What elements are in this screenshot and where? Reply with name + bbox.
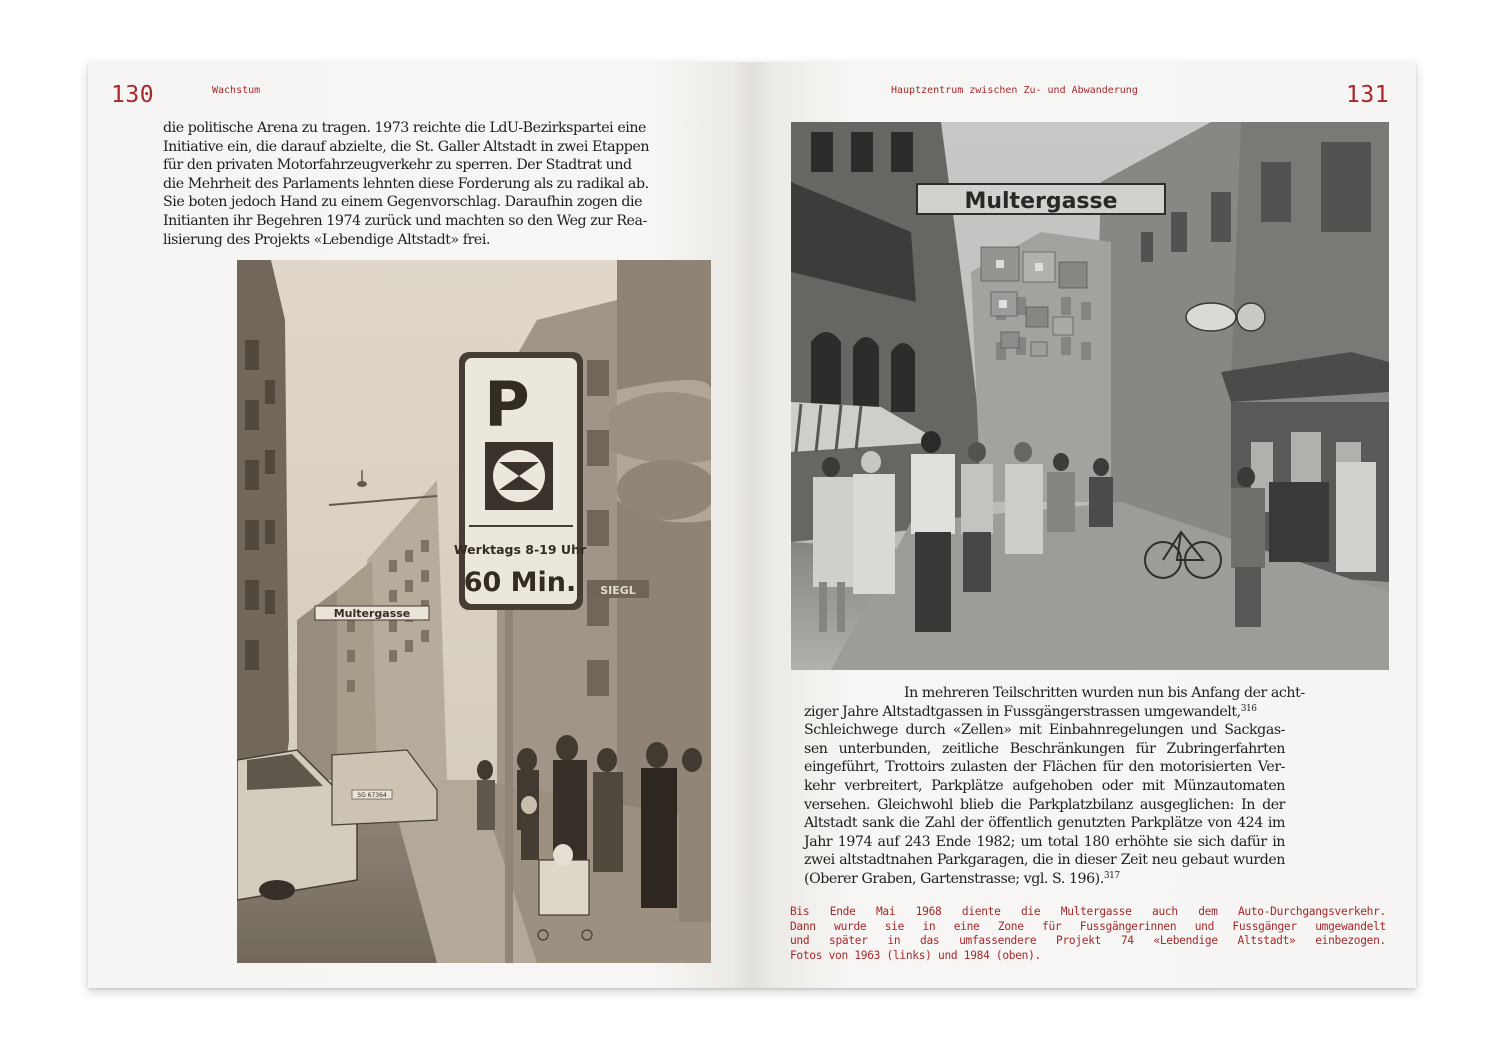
caption-line: Fotos von 1963 (links) und 1984 (oben).	[790, 948, 1041, 962]
parking-sign-duration: 60 Min.	[463, 567, 577, 598]
book-spread	[88, 62, 1416, 988]
text-line: eingeführt, Trottoirs zulasten der Flächen für den motorisierten Ver-	[804, 759, 1285, 776]
text-line: Initiative ein, die darauf abzielte, die St. Galler Altstadt in zwei Etappen	[163, 138, 650, 155]
text-line: Initianten ihr Begehren 1974 zurück und machten so den Weg zur Rea-	[163, 212, 647, 229]
right-page	[752, 62, 1416, 988]
text-line: Jahr 1974 auf 243 Ende 1982; um total 180 erhöhte sie sich dafür in	[804, 833, 1285, 850]
text-line: für den privaten Motorfahrzeugverkehr zu sperren. Der Stadtrat und	[163, 157, 632, 174]
left-page	[88, 62, 752, 988]
text-line: (Oberer Graben, Gartenstrasse; vgl. S. 196).$^{317}$	[804, 870, 1120, 887]
car-plate: SG 67364	[357, 792, 387, 799]
right-body-text	[804, 684, 1305, 889]
caption-line: Dann wurde sie in eine Zone für Fussgängerinnen und Fussgänger umgewandelt	[790, 919, 1386, 933]
text-line: kehr verbreitert, Parkplätze aufgehoben oder mit Münzautomaten	[804, 777, 1285, 794]
text-line: lisierung des Projekts «Lebendige Altstadt» frei.	[163, 231, 491, 248]
text-line: die Mehrheit des Parlaments lehnten diese Forderung als zu radikal ab.	[163, 175, 649, 192]
footnote-ref[interactable]: 317	[1103, 870, 1120, 881]
text-line: ziger Jahre Altstadtgassen in Fussgängerstrassen umgewandelt,$^{316}$	[804, 703, 1257, 720]
text-line: versehen. Gleichwohl blieb die Parkplatzbilanz ausgeglichen: In der	[804, 796, 1285, 813]
page-number-right: 131	[1346, 82, 1390, 108]
caption-line: und später in das umfassendere Projekt 74 «Lebendige Altstadt» einbezogen.	[790, 934, 1386, 948]
footnote-ref[interactable]: 316	[1240, 703, 1257, 714]
text-line: Schleichwege durch «Zellen» mit Einbahnregelungen und Sackgas-	[804, 722, 1285, 739]
running-head-left: Wachstum	[212, 85, 261, 96]
text-line: die politische Arena zu tragen. 1973 reichte die LdU-Bezirkspartei eine	[163, 120, 646, 136]
photo-1984-pedestrian-street	[791, 122, 1389, 670]
text-line: Sie boten jedoch Hand zu einem Gegenvorschlag. Daraufhin zogen die	[163, 194, 643, 211]
text-line: sen unterbunden, zeitliche Beschränkungen für Zubringerfahrten	[804, 740, 1285, 757]
parking-sign-letter: P	[484, 368, 530, 441]
text-line: Altstadt sank die Zahl der öffentlich genutzten Parkplätze von 424 im	[804, 815, 1285, 832]
banner-multergasse: Multergasse	[964, 189, 1118, 214]
photo-caption	[790, 905, 1386, 963]
parking-sign-hours: Werktags 8-19 Uhr	[453, 542, 587, 557]
left-body-text	[163, 119, 650, 249]
page-number-left: 130	[111, 82, 155, 108]
street-sign-multergasse: Multergasse	[333, 607, 411, 620]
shop-sign-siegl: SIEGL	[600, 584, 636, 597]
caption-line: Bis Ende Mai 1968 diente die Multergasse auch dem Auto-Durchgangsverkehr.	[790, 905, 1386, 918]
running-head-right: Hauptzentrum zwischen Zu- und Abwanderung	[891, 85, 1138, 96]
text-line: In mehreren Teilschritten wurden nun bis Anfang der acht-	[904, 685, 1305, 701]
photo-1963-parking-sign	[237, 260, 711, 963]
text-line: zwei altstadtnahen Parkgaragen, die in dieser Zeit neu gebaut wurden	[804, 852, 1285, 869]
